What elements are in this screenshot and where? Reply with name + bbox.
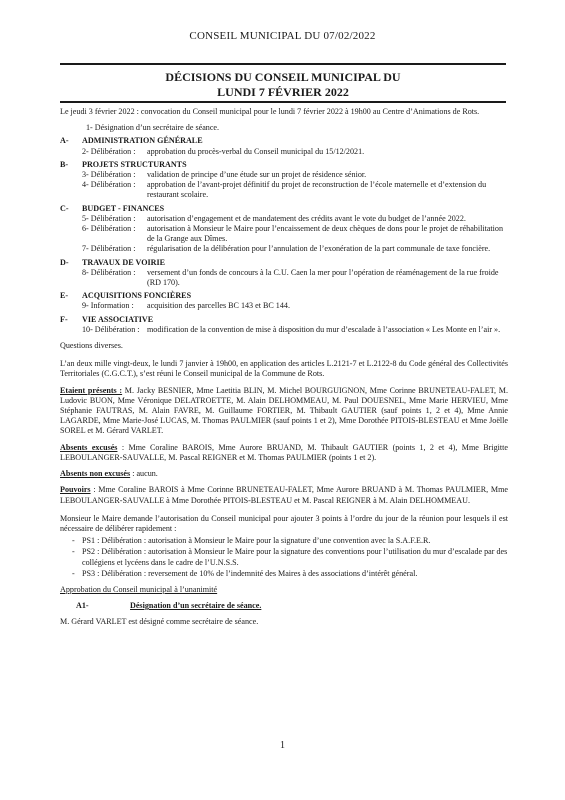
secretary-line: M. Gérard VARLET est désigné comme secrétaire de séance. xyxy=(60,617,259,627)
agenda-item-text: approbation de l’avant-projet définitif du projet de reconstruction de l’école maternelle et d’extension du restaurant scolaire. xyxy=(147,180,487,200)
opening-paragraph: L’an deux mille vingt-deux, le lundi 7 janvier à 19h00, en application des articles L.2121-7 et L.2122-8 du Code général des Collectivités Territoriales (C.G.C.T.), s’est réuni le Conseil municipal de la Commune de Rots. xyxy=(60,359,508,379)
pouvoirs-label: Pouvoirs xyxy=(60,485,91,495)
title-line-1: DÉCISIONS DU CONSEIL MUNICIPAL DU xyxy=(165,70,401,84)
agenda-item xyxy=(60,325,508,335)
section-title: TRAVAUX DE VOIRIE xyxy=(82,257,166,267)
agenda-item xyxy=(60,180,508,200)
page-header: CONSEIL MUNICIPAL DU 07/02/2022 xyxy=(189,30,376,42)
agenda-item-text: régularisation de la délibération pour l’annulation de l’exonération de la part communale de taxe foncière. xyxy=(147,244,491,254)
agenda-item xyxy=(60,147,508,157)
section-heading xyxy=(60,258,508,268)
approval-line: Approbation du Conseil municipal à l’unanimité xyxy=(60,584,218,594)
excuses-label: Absents excusés xyxy=(60,442,118,452)
excuses-text: : Mme Coraline BAROIS, Mme Aurore BRUAND, M. Thibault GAUTIER (points 1, 2 et 4), Mme Brigitte LEBOULANGER-SAUVALLE, M. Pascal REIGNER et M. Thomas PAULMIER (points 1 et 2). xyxy=(60,442,508,462)
presents-text: M. Jacky BESNIER, Mme Laetitia BLIN, M. Michel BOURGUIGNON, Mme Corinne BRUNETEAU-FALET, M. Ludovic BUON, Mme Véronique DELATROETTE, M. Alain DELHOMMEAU, M. Paul DOUESNEL, Mme Marie HERVIEU, Mme Stéphanie FAUTRAS, M. Alain FAVRE, M. Guillaume FORTIER, M. Thibault GAUTIER (sauf points 1, 2 et 4), Mme Annie LAGARDE, Mme Marie-José LUCAS, M. Thomas PAULMIER (sauf points 1 et 2), Mme Dorothée PITOIS-BLESTEAU et Mme Joëlle SOREL et M. Gérard VARLET. xyxy=(60,385,509,436)
agenda-item xyxy=(60,244,508,254)
list-item: - PS2 : Délibération : autorisation à Monsieur le Maire pour la signature des conventions pour l’utilisation du mur d’escalade par des collégiens et lycéens dans le cadre de l’U.N.S.S. xyxy=(72,547,508,567)
non-excuses-label: Absents non excusés xyxy=(60,469,131,479)
agenda-item xyxy=(60,301,508,311)
ps-item-2: PS2 : Délibération : autorisation à Monsieur le Maire pour la signature des conventions pour l’utilisation du mur d’escalade par des collégiens et lycéens dans le cadre de l’U.N.S.S. xyxy=(82,547,508,567)
section-letter: C- xyxy=(60,203,69,213)
intro-paragraph: Le jeudi 3 février 2022 : convocation du Conseil municipal pour le lundi 7 février 2022 à 19h00 au Centre d’Animations de Rots. xyxy=(60,107,480,116)
agenda-item-label: 10- Délibération : xyxy=(82,324,140,334)
section-heading xyxy=(60,160,508,170)
ps-list xyxy=(60,536,508,579)
non-excuses-paragraph xyxy=(60,469,508,479)
a1-code: A1- xyxy=(76,601,89,611)
pouvoirs-paragraph xyxy=(60,485,508,505)
agenda-item-label: 6- Délibération : xyxy=(82,224,136,234)
document-body xyxy=(60,107,508,628)
agenda-item xyxy=(60,170,508,180)
a1-heading xyxy=(60,601,508,611)
section-letter: D- xyxy=(60,257,69,267)
agenda-sections xyxy=(60,136,508,335)
section-title: PROJETS STRUCTURANTS xyxy=(82,159,187,169)
section-heading xyxy=(60,204,508,214)
agenda-item-label: 3- Délibération : xyxy=(82,170,136,180)
agenda-item-text: acquisition des parcelles BC 143 et BC 144. xyxy=(147,301,290,311)
title-box xyxy=(60,63,506,103)
presents-label: Etaient présents : xyxy=(60,385,123,395)
agenda-item-text: versement d’un fonds de concours à la C.U. Caen la mer pour l’opération de réaménagement de la rue froide (RD 170). xyxy=(147,267,499,288)
agenda-item-label: 5- Délibération : xyxy=(82,213,136,223)
page-number: 1 xyxy=(280,740,285,751)
title-line-2: LUNDI 7 FÉVRIER 2022 xyxy=(217,85,349,99)
a1-title: Désignation d’un secrétaire de séance. xyxy=(130,601,262,611)
list-item: - PS1 : Délibération : autorisation à Monsieur le Maire pour la signature d’une convention avec la S.A.F.E.R. xyxy=(60,536,508,546)
section-title: BUDGET - FINANCES xyxy=(82,203,165,213)
ps-item-3: PS3 : Délibération : reversement de 10% de l’indemnité des Maires à des associations d’intérêt général. xyxy=(82,568,418,578)
excuses-paragraph xyxy=(60,443,508,463)
agenda-item-text: modification de la convention de mise à disposition du mur d’escalade à l’association « Les Monte en l’air ». xyxy=(147,324,501,334)
agenda-item-text: autorisation à Monsieur le Maire pour l’encaissement de deux chèques de dons pour le projet de réhabilitation de la Grange aux Dîmes. xyxy=(147,224,504,244)
agenda-item-text: autorisation d’engagement et de mandatement des crédits avant le vote du budget de l’année 2022. xyxy=(147,213,466,223)
agenda-item xyxy=(60,214,508,224)
agenda-item-text: approbation du procès-verbal du Conseil municipal du 15/12/2021. xyxy=(147,146,365,156)
section-letter: F- xyxy=(60,314,68,324)
list-item: - PS3 : Délibération : reversement de 10% de l’indemnité des Maires à des associations d’intérêt général. xyxy=(60,569,508,579)
pouvoirs-text: : Mme Coraline BAROIS à Mme Corinne BRUNETEAU-FALET, Mme Aurore BRUAND à M. Thomas PAULMIER, Mme LEBOULANGER-SAUVALLE à Mme Dorothée PITOIS-BLESTEAU et M. Pascal REIGNER à M. Alain DELHOMMEAU. xyxy=(60,485,508,505)
questions-diverses: Questions diverses. xyxy=(60,341,123,351)
agenda-item-label: 8- Délibération : xyxy=(82,267,136,277)
section-title: ACQUISITIONS FONCIÈRES xyxy=(82,291,192,301)
agenda-item-label: 4- Délibération : xyxy=(82,180,136,190)
agenda-item-label: 2- Délibération : xyxy=(82,146,136,156)
section-heading xyxy=(60,136,508,146)
presents-paragraph xyxy=(60,386,508,437)
agenda-item-label: 7- Délibération : xyxy=(82,244,136,254)
section-heading xyxy=(60,291,508,301)
section-letter: B- xyxy=(60,159,69,169)
agenda-item xyxy=(60,268,508,288)
section-title: VIE ASSOCIATIVE xyxy=(82,314,154,324)
non-excuses-text: : aucun. xyxy=(130,469,158,479)
section-heading xyxy=(60,315,508,325)
agenda-item-text: validation de principe d’une étude sur un projet de résidence sénior. xyxy=(147,170,367,180)
agenda-item-1: 1- Désignation d’un secrétaire de séance. xyxy=(86,123,220,133)
section-title: ADMINISTRATION GÉNÉRALE xyxy=(82,136,203,146)
agenda-item xyxy=(60,224,508,244)
request-paragraph: Monsieur le Maire demande l’autorisation du Conseil municipal pour ajouter 3 points à l’ordre du jour de la réunion pour lesquels il est nécessaire de délibérer rapidement : xyxy=(60,513,508,533)
section-letter: E- xyxy=(60,291,69,301)
agenda-item-label: 9- Information : xyxy=(82,301,134,311)
section-letter: A- xyxy=(60,136,69,146)
ps-item-1: PS1 : Délibération : autorisation à Monsieur le Maire pour la signature d’une convention avec la S.A.F.E.R. xyxy=(82,536,431,546)
